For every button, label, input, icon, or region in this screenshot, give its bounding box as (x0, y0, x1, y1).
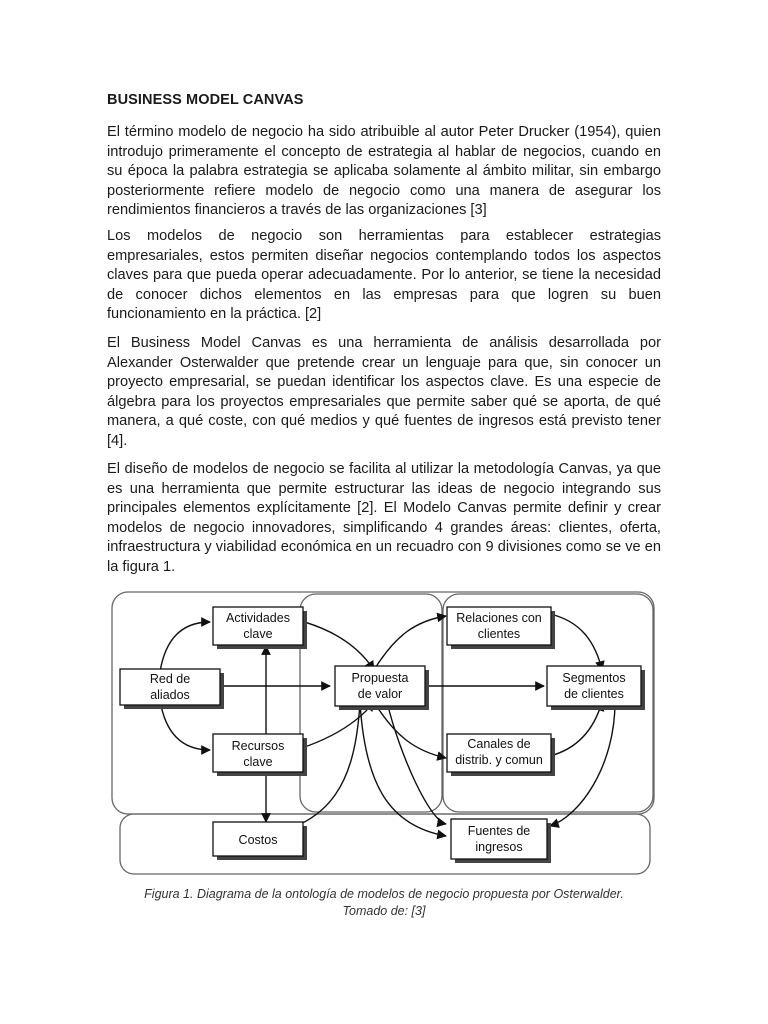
svg-text:de clientes (564, 687, 624, 701)
paragraph-1: El término modelo de negocio ha sido atribuible al autor Peter Drucker (1954), quien introdujo primeramente el concepto de estrategia al hablar de negocios, cuando en su época la palabra estrategia se aplicaba solamente al ámbito militar, sin embargo posteriormente refiere modelo de negocio como una manera de asegurar los rendimientos financieros a través de las organizaciones [3] (107, 124, 661, 219)
canvas-region-panels (112, 592, 654, 874)
document-heading: BUSINESS MODEL CANVAS (107, 92, 304, 108)
box-label: Propuesta (351, 671, 409, 685)
caption-line-2: Tomado de: [3] (342, 904, 426, 918)
svg-text:Red de (150, 672, 190, 686)
box-label: Canales de (467, 737, 531, 751)
figure-caption (100, 886, 668, 920)
paragraph-3: El Business Model Canvas es una herramienta de análisis desarrollada por Alexander Osterwalder que pretende crear un lenguaje para que, sin conocer un proyecto empresarial, se puedan identificar los aspectos clave. Es una especie de álgebra para los proyectos empresariales que permite saber qué se aporta, de qué manera, a qué coste, con qué medios y qué fuentes de ingresos está previsto tener [4]. (107, 335, 661, 449)
box-label: Fuentes de (467, 824, 531, 838)
svg-text:Relaciones con (456, 611, 542, 625)
svg-text:Fuentes de (468, 824, 531, 838)
box-label: Costos (238, 833, 278, 847)
box-label: de valor (357, 687, 403, 701)
box-fuentes-de-ingresos (451, 819, 551, 863)
box-actividades-clave (213, 607, 307, 649)
svg-text:Propuesta (352, 671, 409, 685)
box-label: aliados (150, 688, 190, 702)
svg-text:clave (243, 755, 272, 769)
box-label: distrib. y comun (455, 753, 543, 767)
box-recursos-clave (213, 734, 307, 776)
business-model-canvas-diagram (110, 586, 658, 878)
paragraph-2: Los modelos de negocio son herramientas para establecer estrategias empresariales, estos permiten diseñar negocios contemplando todos los aspectos claves para que pueda operar adecuadamente. Por lo anterior, se tiene la necesidad de conocer dichos elementos en las empresas para que logren su buen funcionamiento en la práctica. [2] (107, 228, 661, 323)
svg-text:de valor (358, 687, 402, 701)
svg-text:Recursos (232, 739, 285, 753)
svg-text:Canales de (467, 737, 530, 751)
caption-line-1: Figura 1. Diagrama de la ontología de modelos de negocio propuesta por Osterwalder. (144, 887, 624, 901)
svg-text:aliados (150, 688, 190, 702)
paragraph-4: El diseño de modelos de negocio se facilita al utilizar la metodología Canvas, ya que es una herramienta que permite estructurar las ideas de negocio integrando sus principales elementos explícitamente [2]. El Modelo Canvas permite definir y crear modelos de negocio innovadores, simplificando 4 grandes áreas: clientes, oferta, infraestructura y viabilidad económica en un recuadro con 9 divisiones como se ve en la figura 1. (107, 461, 661, 575)
svg-text:clientes (478, 627, 520, 641)
box-label: Red de (149, 672, 191, 686)
box-canales-de-distribucion (447, 734, 555, 776)
svg-text:ingresos (475, 840, 522, 854)
box-label: Actividades (226, 611, 290, 625)
box-relaciones-con-clientes (447, 607, 555, 649)
box-red-de-aliados (120, 669, 224, 709)
box-label: Relaciones con (456, 611, 542, 625)
box-label: clave (243, 627, 273, 641)
box-label: de clientes (564, 687, 624, 701)
box-label: Recursos (231, 739, 285, 753)
box-label: ingresos (475, 840, 523, 854)
box-label: clientes (477, 627, 521, 641)
box-costos (213, 822, 307, 860)
box-label: Segmentos (562, 671, 626, 685)
svg-text:clave (243, 627, 272, 641)
svg-text:Actividades (226, 611, 290, 625)
svg-text:Segmentos (562, 671, 625, 685)
box-segmentos-de-clientes (547, 666, 645, 710)
svg-text:Costos (239, 833, 278, 847)
box-label: clave (243, 755, 273, 769)
svg-text:distrib. y comun (455, 753, 543, 767)
box-propuesta-de-valor (335, 666, 429, 710)
